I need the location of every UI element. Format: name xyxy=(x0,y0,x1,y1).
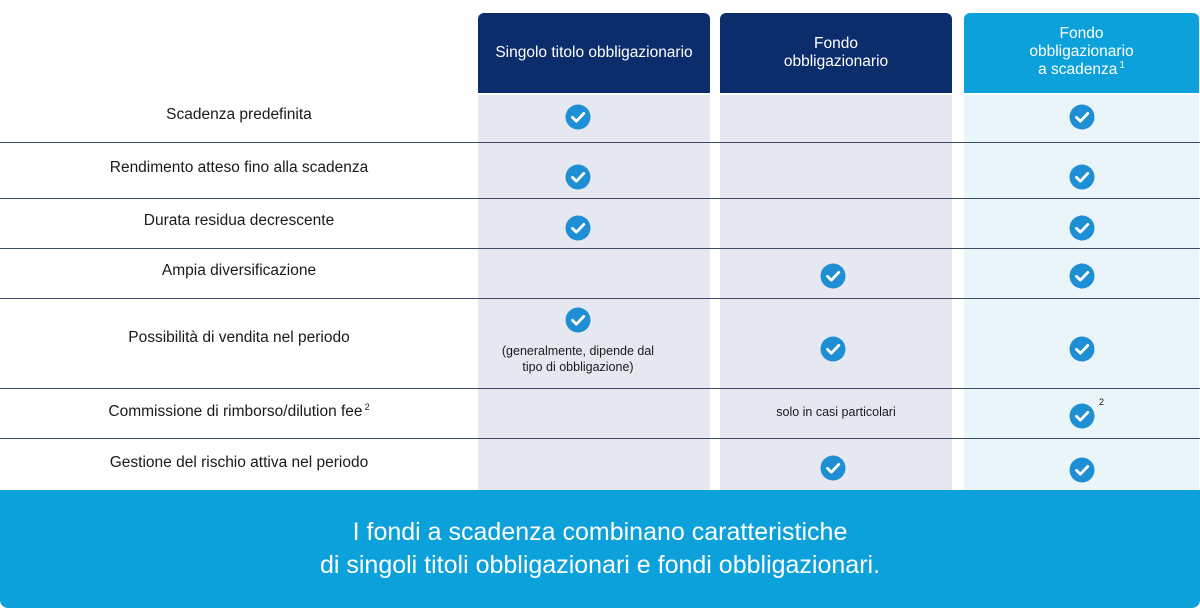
row-label-decreasing-duration: Durata residua decrescente xyxy=(143,212,335,229)
row-label-fixed-maturity: Scadenza predefinita xyxy=(166,106,312,123)
check-icon xyxy=(565,104,591,130)
check-icon xyxy=(820,263,846,289)
column-single-bond-bg xyxy=(478,95,710,490)
header-bond-fund: Fondo obbligazionario xyxy=(720,13,952,93)
summary-line-2: di singoli titoli obbligazionari e fondi obbligazionari. xyxy=(319,551,881,579)
check-icon xyxy=(1069,457,1095,483)
row-label-sale-possibility: Possibilità di vendita nel periodo xyxy=(128,329,350,346)
check-icon xyxy=(565,164,591,190)
row-divider xyxy=(0,198,1200,199)
row-divider xyxy=(0,248,1200,249)
column-bond-fund-bg xyxy=(720,95,952,490)
column-target-fund-bg xyxy=(964,95,1199,490)
check-icon xyxy=(1069,104,1095,130)
header-target-fund: Fondo obbligazionario a scadenza $^1$ xyxy=(964,13,1199,93)
note-sale-single-bond: (generalmente, dipende dal tipo di obbligazione) xyxy=(501,344,655,374)
note-fee-bond-fund: solo in casi particolari xyxy=(776,405,896,419)
row-label-redemption-fee: Commissione di rimborso/dilution fee $^2$ xyxy=(108,402,370,420)
footnote-ref-2-target: 2 xyxy=(1099,397,1105,407)
row-divider xyxy=(0,438,1200,439)
check-icon xyxy=(820,336,846,362)
footnote-ref-2: 2 xyxy=(364,402,370,412)
check-icon xyxy=(565,307,591,333)
check-icon xyxy=(1069,263,1095,289)
summary-banner xyxy=(0,490,1200,608)
check-icon xyxy=(1069,215,1095,241)
check-icon xyxy=(1069,403,1095,429)
check-icon xyxy=(820,455,846,481)
row-label-active-risk: Gestione del rischio attiva nel periodo xyxy=(109,454,369,471)
summary-line-1: I fondi a scadenza combinano caratteristiche xyxy=(352,518,848,546)
row-label-diversification: Ampia diversificazione xyxy=(161,262,317,279)
check-icon xyxy=(1069,336,1095,362)
row-divider xyxy=(0,388,1200,389)
check-icon xyxy=(1069,164,1095,190)
row-divider xyxy=(0,298,1200,299)
footnote-ref-1: 1 xyxy=(1119,60,1125,71)
check-icon xyxy=(565,215,591,241)
row-label-expected-yield: Rendimento atteso fino alla scadenza xyxy=(109,159,369,176)
row-divider xyxy=(0,142,1200,143)
header-single-bond: Singolo titolo obbligazionario xyxy=(478,13,710,93)
